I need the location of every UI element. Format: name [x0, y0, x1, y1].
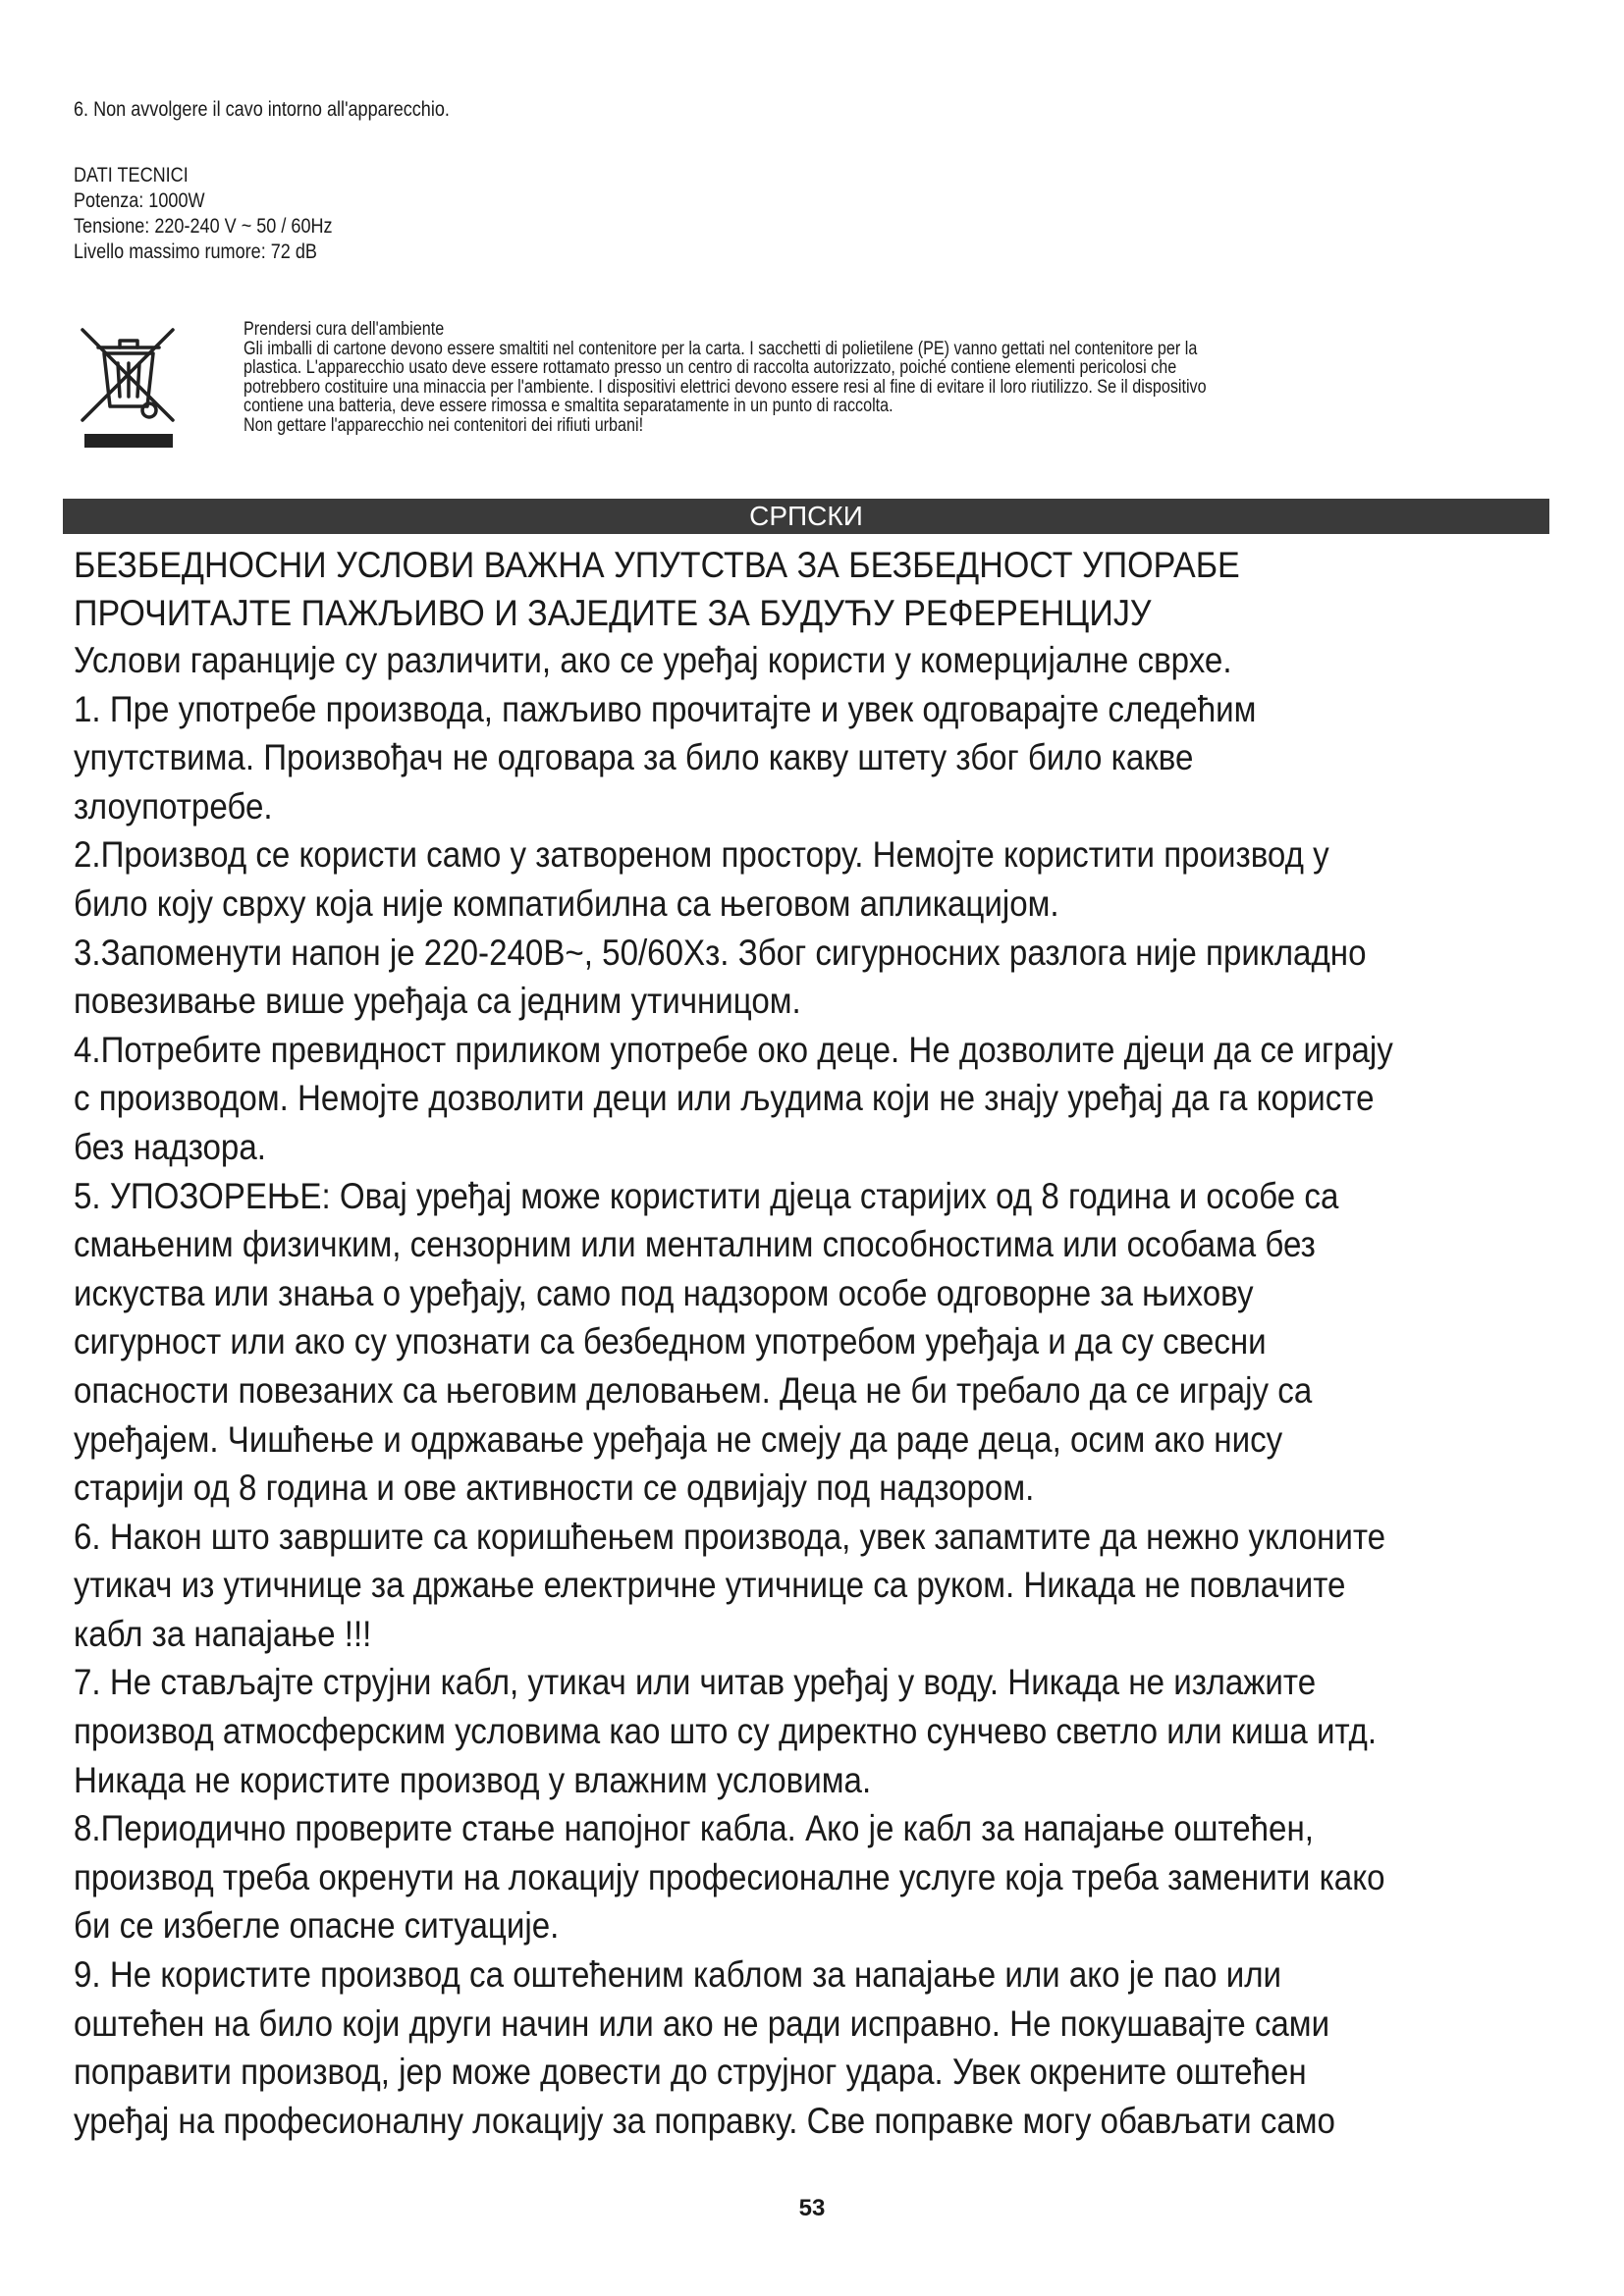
serbian-safety-body — [74, 636, 1533, 2145]
body-line: с производом. Немојте дозволити деци или људима који не знају уређај да га користе — [74, 1078, 1375, 1119]
body-line: било коју сврху која није компатибилна са његовом апликацијом. — [74, 882, 1059, 924]
body-line: Никада не користите производ у влажним условима. — [74, 1759, 872, 1800]
body-line: 7. Не стављајте струјни кабл, утикач или читав уређај у воду. Никада не излажите — [74, 1662, 1317, 1703]
body-line: искуства или знања о уређају, само под надзором особе одговорне за њихову — [74, 1272, 1254, 1313]
env-line: Prendersi cura dell'ambiente — [244, 319, 445, 340]
spec-power: Potenza: 1000W — [74, 189, 205, 212]
body-line: 8.Периодично проверите стање напојног кабла. Ако је кабл за напајање оштећен, — [74, 1808, 1314, 1849]
body-line: старији од 8 година и ове активности се одвијају под надзором. — [74, 1468, 1035, 1509]
body-line: оштећен на било који други начин или ако не ради исправно. Не покушавајте сами — [74, 2002, 1330, 2044]
body-line: 1. Пре употребе производа, пажљиво прочитајте и увек одговарајте следећим — [74, 688, 1257, 729]
body-line: смањеним физичким, сензорним или менталним способностима или особама без — [74, 1224, 1316, 1265]
italian-item-6: 6. Non avvolgere il cavo intorno all'apparecchio. — [74, 98, 450, 121]
body-line: злоупотребе. — [74, 785, 273, 827]
title-line: ПРОЧИТАЈТЕ ПАЖЉИВО И ЗАЈЕДИТЕ ЗА БУДУЋУ РЕФЕРЕНЦИЈУ — [74, 593, 1152, 633]
body-line: производ атмосферским условима као што су директно сунчево светло или киша итд. — [74, 1711, 1378, 1752]
body-line: утикач из утичнице за држање електричне утичнице са руком. Никада не повлачите — [74, 1565, 1346, 1606]
environment-notice — [244, 320, 1562, 435]
body-line: би се избегле опасне ситуације. — [74, 1905, 560, 1947]
title-line: БЕЗБЕДНОСНИ УСЛОВИ ВАЖНА УПУТСТВА ЗА БЕЗБЕДНОСТ УПОРАБЕ — [74, 545, 1240, 585]
spec-voltage: Tensione: 220-240 V ~ 50 / 60Hz — [74, 215, 333, 238]
body-line: уређајем. Чишћење и одржавање уређаја не смеју да раде деца, осим ако нису — [74, 1418, 1283, 1460]
body-line: 3.Запоменути напон је 220-240В~, 50/60Хз. Због сигурносних разлога није прикладно — [74, 932, 1367, 973]
env-line: plastica. L'apparecchio usato deve essere rottamato presso un centro di raccolta autorizzato, poiché contiene elementi pericolosi che — [244, 357, 1177, 378]
weee-crossed-bin-icon — [77, 324, 181, 452]
body-line: 6. Након што завршите са коришћењем производа, увек запамтите да нежно уклоните — [74, 1516, 1386, 1557]
env-line: contiene una batteria, deve essere rimossa e smaltita separatamente in un punto di raccolta. — [244, 396, 893, 416]
body-line: 2.Производ се користи само у затвореном простору. Немојте користити производ у — [74, 834, 1329, 876]
body-line: поправити производ, јер може довести до струјног удара. Увек окрените оштећен — [74, 2052, 1307, 2093]
specs-title: DATI TECNICI — [74, 164, 189, 187]
spec-noise: Livello massimo rumore: 72 dB — [74, 240, 317, 263]
body-line: уређај на професионалну локацију за поправку. Све поправке могу обављати само — [74, 2100, 1335, 2141]
body-line: упутствима. Произвођач не одговара за било какву штету због било какве — [74, 737, 1194, 778]
body-line: сигурност или ако су упознати са безбедном употребом уређаја и да су свесни — [74, 1321, 1267, 1362]
env-line: potrebbero costituire una minaccia per l'ambiente. I dispositivi elettrici devono essere resi al fine di evitare il loro riutilizzo. Se il dispositivo — [244, 376, 1207, 398]
env-line: Gli imballi di cartone devono essere smaltiti nel contenitore per la carta. I sacchetti di polietilene (PE) vanno gettati nel contenitore per la — [244, 338, 1198, 359]
body-line: опасности повезаних са његовим деловањем. Деца не би требало да се играју са — [74, 1369, 1313, 1411]
technical-data — [74, 163, 665, 265]
body-line: без надзора. — [74, 1126, 266, 1167]
body-line: Услови гаранције су различити, ако се уређај користи у комерцијалне сврхе. — [74, 640, 1232, 680]
language-section-bar: СРПСКИ — [63, 499, 1549, 534]
body-line: производ треба окренути на локацију професионалне услуге која треба заменити како — [74, 1856, 1385, 1897]
env-line: Non gettare l'apparecchio nei contenitori dei rifiuti urbani! — [244, 414, 644, 436]
page-number: 53 — [798, 2195, 826, 2221]
body-line: 5. УПОЗОРЕЊЕ: Овај уређај може користити дјеца старијих од 8 година и особе са — [74, 1175, 1339, 1216]
body-line: 9. Не користите производ са оштећеним каблом за напајање или ако је пао или — [74, 1954, 1282, 1996]
body-line: повезивање више уређаја са једним утичницом. — [74, 981, 801, 1022]
body-line: 4.Потребите превидност приликом употребе око деце. Не дозволите дјеци да се играју — [74, 1029, 1393, 1070]
body-line: кабл за напајање !!! — [74, 1613, 372, 1654]
serbian-safety-title — [74, 541, 1519, 637]
